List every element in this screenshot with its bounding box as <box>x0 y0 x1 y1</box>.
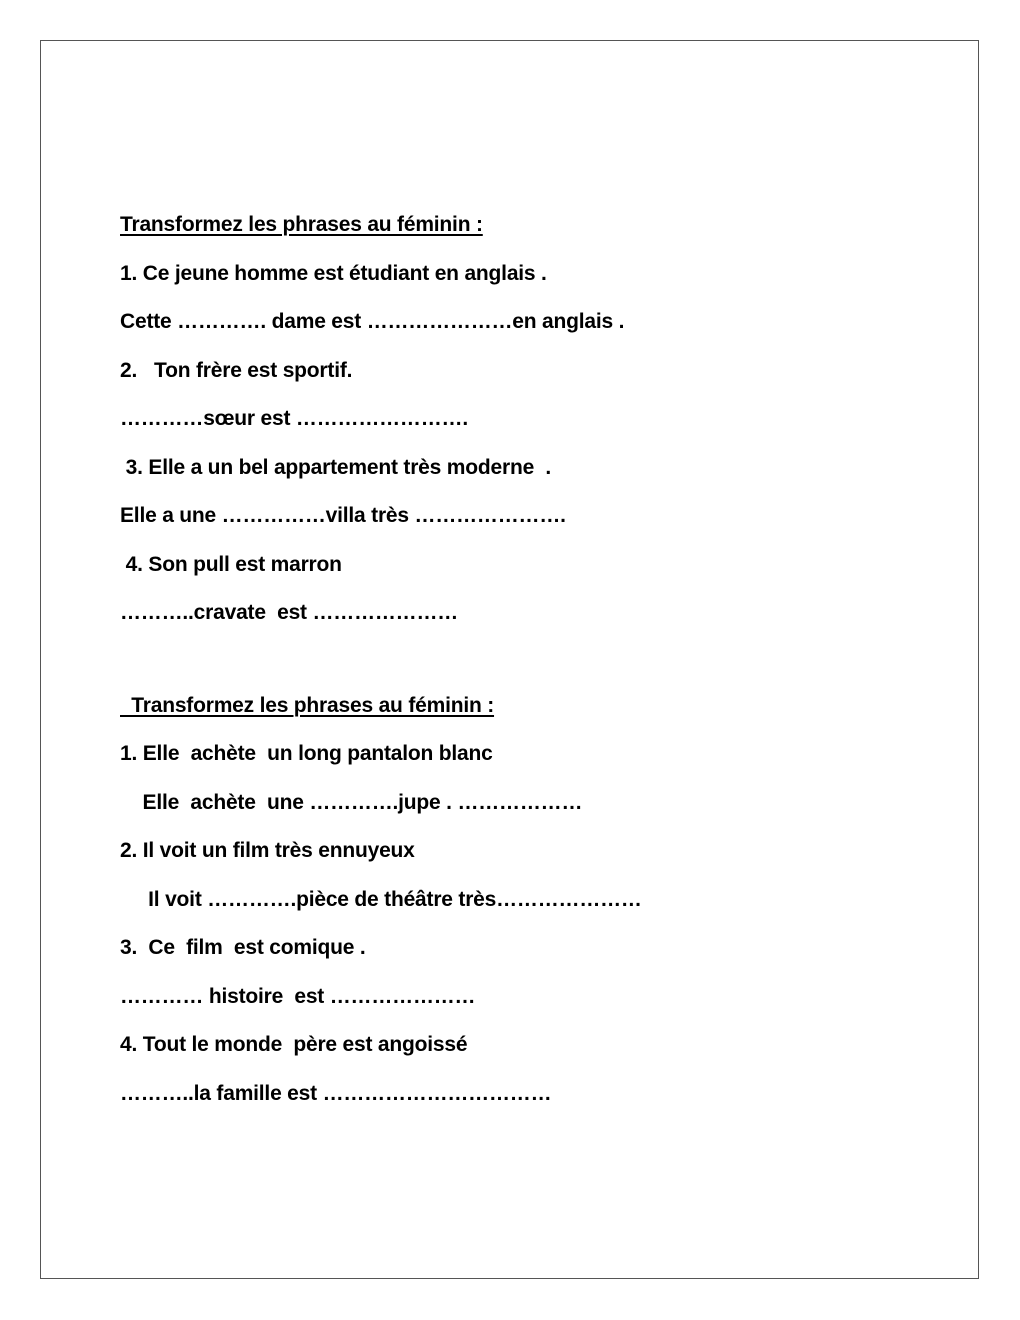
exercise-2-2-sentence: 2. Il voit un film très ennuyeux <box>120 839 415 862</box>
exercise-1-4-sentence: 4. Son pull est marron <box>120 553 342 576</box>
exercise-1-3-sentence: 3. Elle a un bel appartement très moderne . <box>120 456 551 479</box>
exercise-2-1-blank: Elle achète une ………….jupe . ……………… <box>120 791 583 814</box>
exercise-2-2-blank: Il voit ………….pièce de théâtre très………………… <box>120 888 642 911</box>
exercise-1-2-sentence: 2. Ton frère est sportif. <box>120 359 353 382</box>
section-1-heading: Transformez les phrases au féminin : <box>120 213 483 236</box>
exercise-2-3-sentence: 3. Ce film est comique . <box>120 936 366 959</box>
exercise-2-1-sentence: 1. Elle achète un long pantalon blanc <box>120 742 493 765</box>
exercise-1-3-blank: Elle a une ……………villa très …………………. <box>120 504 566 527</box>
exercise-1-2-blank: …………sœur est ……………………. <box>120 407 468 430</box>
exercise-2-4-blank: ………..la famille est …………………………… <box>120 1082 552 1105</box>
exercise-1-1-blank: Cette …………. dame est …………………en anglais . <box>120 310 625 333</box>
exercise-2-4-sentence: 4. Tout le monde père est angoissé <box>120 1033 468 1056</box>
exercise-2-3-blank: ………… histoire est ………………… <box>120 985 476 1008</box>
section-2-heading: Transformez les phrases au féminin : <box>120 694 495 717</box>
exercise-1-1-sentence: 1. Ce jeune homme est étudiant en anglais . <box>120 262 547 285</box>
exercise-1-4-blank: ………..cravate est ………………… <box>120 601 459 624</box>
